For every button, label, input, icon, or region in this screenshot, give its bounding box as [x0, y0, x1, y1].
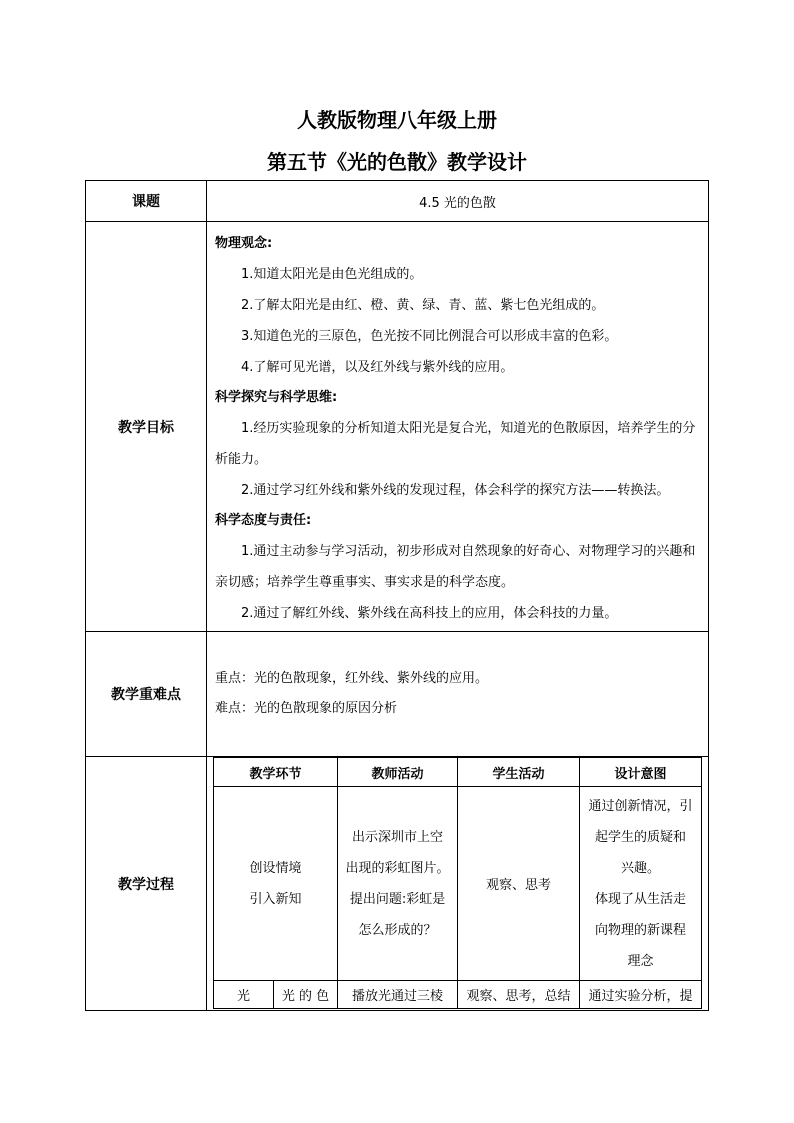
stage-line: 引入新知 — [249, 891, 302, 907]
header-student: 学生活动 — [458, 758, 580, 787]
goal-heading-physics: 物理观念: — [215, 235, 273, 251]
intent-line: 兴趣。 — [621, 860, 661, 876]
teacher-line: 怎么形成的？ — [358, 922, 437, 938]
lesson-plan-table — [85, 180, 709, 1011]
intent-line: 向物理的新课程 — [595, 922, 687, 938]
difficulty-text: 难点：光的色散现象的原因分析 — [215, 701, 398, 716]
header-stage: 教学环节 — [214, 758, 338, 787]
goal-item: 2.了解太阳光是由红、橙、黄、绿、青、蓝、紫七色光组成的。 — [241, 297, 605, 313]
teacher-line: 出现的彩虹图片。 — [345, 860, 450, 876]
teacher-cell: 播放光通过三棱 — [338, 981, 458, 1009]
process-row-1 — [214, 787, 702, 981]
goal-item: 1.知道太阳光是由色光组成的。 — [241, 266, 423, 282]
header-teacher: 教师活动 — [338, 758, 458, 787]
keypoints-label: 教学重难点 — [86, 632, 207, 757]
student-cell: 观察、思考 — [458, 787, 580, 981]
stage-b-cell: 光 的 色 — [274, 981, 338, 1009]
intent-line: 通过创新情况，引 — [588, 798, 693, 814]
stage-line: 创设情境 — [249, 860, 302, 876]
process-header-row — [214, 758, 702, 787]
goals-label: 教学目标 — [86, 222, 207, 632]
focus-text: 重点：光的色散现象，红外线、紫外线的应用。 — [215, 671, 489, 686]
stage-cell — [214, 787, 338, 981]
goals-row — [86, 222, 709, 632]
goal-heading-inquiry: 科学探究与科学思维: — [215, 389, 338, 405]
topic-label: 课题 — [86, 181, 207, 222]
process-label: 教学过程 — [86, 757, 207, 1011]
teacher-cell — [338, 787, 458, 981]
header-intent: 设计意图 — [580, 758, 702, 787]
keypoints-content — [207, 632, 709, 757]
topic-row — [86, 181, 709, 222]
intent-line: 理念 — [627, 953, 654, 969]
process-table — [213, 757, 702, 1009]
intent-line: 起学生的质疑和 — [595, 829, 687, 845]
goal-item: 1.通过主动参与学习活动，初步形成对自然现象的好奇心、对物理学习的兴趣和亲切感；培养学生尊重事实、事实求是的科学态度。 — [215, 543, 696, 590]
process-row-2 — [214, 981, 702, 1009]
student-cell: 观察、思考，总结 — [458, 981, 580, 1009]
stage-a-cell: 光 — [214, 981, 274, 1009]
goal-item: 4.了解可见光谱，以及红外线与紫外线的应用。 — [241, 359, 514, 375]
page-title: 人教版物理八年级上册 — [297, 108, 497, 132]
intent-cell: 通过实验分析，提 — [580, 981, 702, 1009]
goals-content — [207, 222, 709, 632]
process-row — [86, 757, 709, 1011]
teacher-line: 出示深圳市上空 — [352, 829, 444, 845]
teacher-line: 提出问题:彩虹是 — [349, 891, 446, 907]
keypoints-row — [86, 632, 709, 757]
process-content — [207, 757, 709, 1011]
goal-item: 2.通过学习红外线和紫外线的发现过程，体会科学的探究方法——转换法。 — [241, 482, 670, 498]
goal-heading-attitude: 科学态度与责任: — [215, 512, 312, 528]
topic-value: 4.5 光的色散 — [207, 181, 709, 222]
goal-item: 3.知道色光的三原色，色光按不同比例混合可以形成丰富的色彩。 — [241, 328, 618, 344]
page-subtitle: 第五节《光的色散》教学设计 — [267, 150, 527, 174]
goal-item: 2.通过了解红外线、紫外线在高科技上的应用，体会科技的力量。 — [241, 605, 618, 621]
intent-cell — [580, 787, 702, 981]
goal-item: 1.经历实验现象的分析知道太阳光是复合光，知道光的色散原因，培养学生的分析能力。 — [215, 420, 696, 467]
intent-line: 体现了从生活走 — [595, 891, 687, 907]
